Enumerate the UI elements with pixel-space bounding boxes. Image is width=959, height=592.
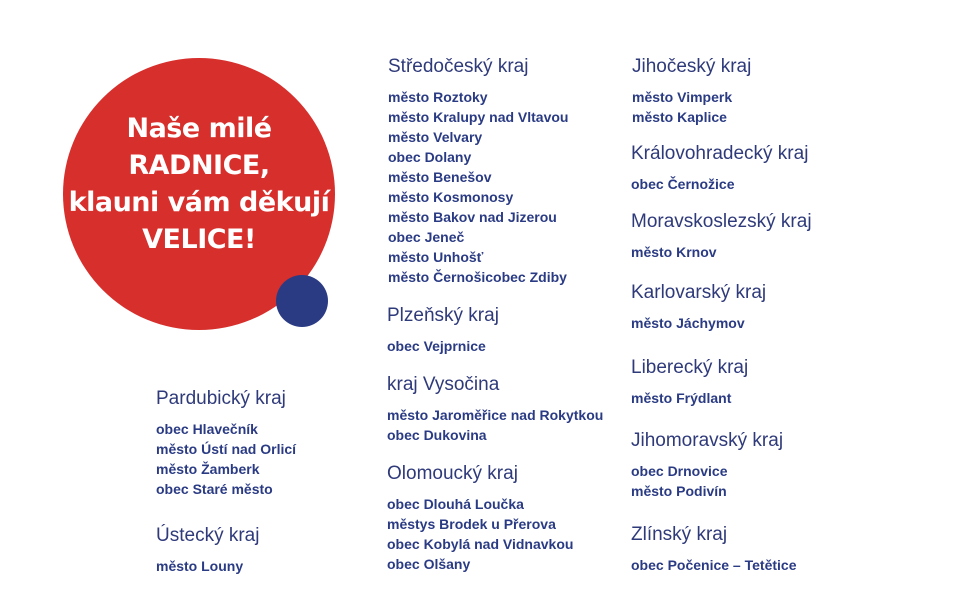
city-item: město Kosmonosy	[388, 189, 514, 205]
city-item: městys Brodek u Přerova	[387, 516, 556, 532]
city-list	[156, 556, 259, 576]
city-item: obec Kobylá nad Vidnavkou	[387, 536, 574, 552]
region-ustecky	[156, 524, 259, 576]
city-list	[156, 419, 296, 499]
city-item: obec Hlavečník	[156, 421, 258, 437]
city-item: obec Počenice – Tetětice	[631, 557, 797, 573]
city-item: město Žamberk	[156, 461, 260, 477]
city-item: město Krnov	[631, 244, 717, 260]
region-stredocesky	[388, 55, 568, 287]
decorative-dot	[276, 275, 328, 327]
city-item: město Vimperk	[632, 89, 733, 105]
city-item: město Benešov	[388, 169, 492, 185]
city-item: město Frýdlant	[631, 390, 732, 406]
region-title: Plzeňský kraj	[387, 305, 499, 326]
city-item: obec Jeneč	[388, 229, 465, 245]
region-title: Olomoucký kraj	[387, 463, 518, 484]
city-item: město Kralupy nad Vltavou	[388, 109, 569, 125]
city-list	[631, 555, 796, 575]
city-item: město Podivín	[631, 483, 727, 499]
region-title: Karlovarský kraj	[631, 282, 767, 303]
city-item: město Unhošť	[388, 249, 484, 265]
region-zlinsky	[631, 523, 796, 575]
region-pardubicky	[156, 387, 296, 499]
city-item: obec Olšany	[387, 556, 471, 572]
region-title: Jihomoravský kraj	[631, 430, 784, 451]
region-karlovarsky	[631, 281, 766, 333]
region-title: Ústecký kraj	[156, 525, 260, 546]
city-item: město Ústí nad Orlicí	[156, 441, 297, 457]
region-liberecky	[631, 356, 748, 408]
city-list	[631, 461, 783, 501]
region-vysocina	[387, 373, 603, 445]
region-olomoucky	[387, 462, 573, 574]
region-title: Královohradecký kraj	[631, 143, 809, 164]
city-list	[387, 494, 573, 574]
city-item: obec Dlouhá Loučka	[387, 496, 524, 512]
city-item: město Kaplice	[632, 109, 727, 125]
city-item: město Bakov nad Jizerou	[388, 209, 557, 225]
city-item: obec Drnovice	[631, 463, 728, 479]
city-list	[631, 388, 748, 408]
region-title: Moravskoslezský kraj	[631, 211, 812, 232]
city-item: obec Vejprnice	[387, 338, 486, 354]
city-list	[631, 174, 808, 194]
city-list	[387, 336, 499, 356]
region-jihomoravsky	[631, 429, 783, 501]
city-list	[631, 313, 766, 333]
city-item: město Roztoky	[388, 89, 488, 105]
city-item: město Louny	[156, 558, 244, 574]
city-item: město Černošicobec Zdiby	[388, 269, 567, 285]
region-title: Zlínský kraj	[631, 524, 728, 545]
region-title: Jihočeský kraj	[632, 56, 752, 77]
region-title: Středočeský kraj	[388, 56, 529, 77]
city-list	[388, 87, 568, 287]
region-title: Liberecký kraj	[631, 357, 749, 378]
city-list	[631, 242, 812, 262]
region-title: kraj Vysočina	[387, 374, 500, 395]
region-kralovehradecky	[631, 142, 808, 194]
region-jihocesky	[632, 55, 751, 127]
region-moravskoslezsky	[631, 210, 812, 262]
city-item: obec Dukovina	[387, 427, 487, 443]
city-item: město Jaroměřice nad Rokytkou	[387, 407, 604, 423]
city-item: obec Dolany	[388, 149, 472, 165]
city-item: obec Staré město	[156, 481, 273, 497]
city-item: město Jáchymov	[631, 315, 745, 331]
region-plzensky	[387, 304, 499, 356]
city-item: město Velvary	[388, 129, 483, 145]
hero-text: Naše milé RADNICE, klauni vám děkují VELICE!	[68, 113, 330, 255]
city-list	[632, 87, 751, 127]
city-item: obec Černožice	[631, 176, 735, 192]
city-list	[387, 405, 603, 445]
region-title: Pardubický kraj	[156, 388, 286, 409]
